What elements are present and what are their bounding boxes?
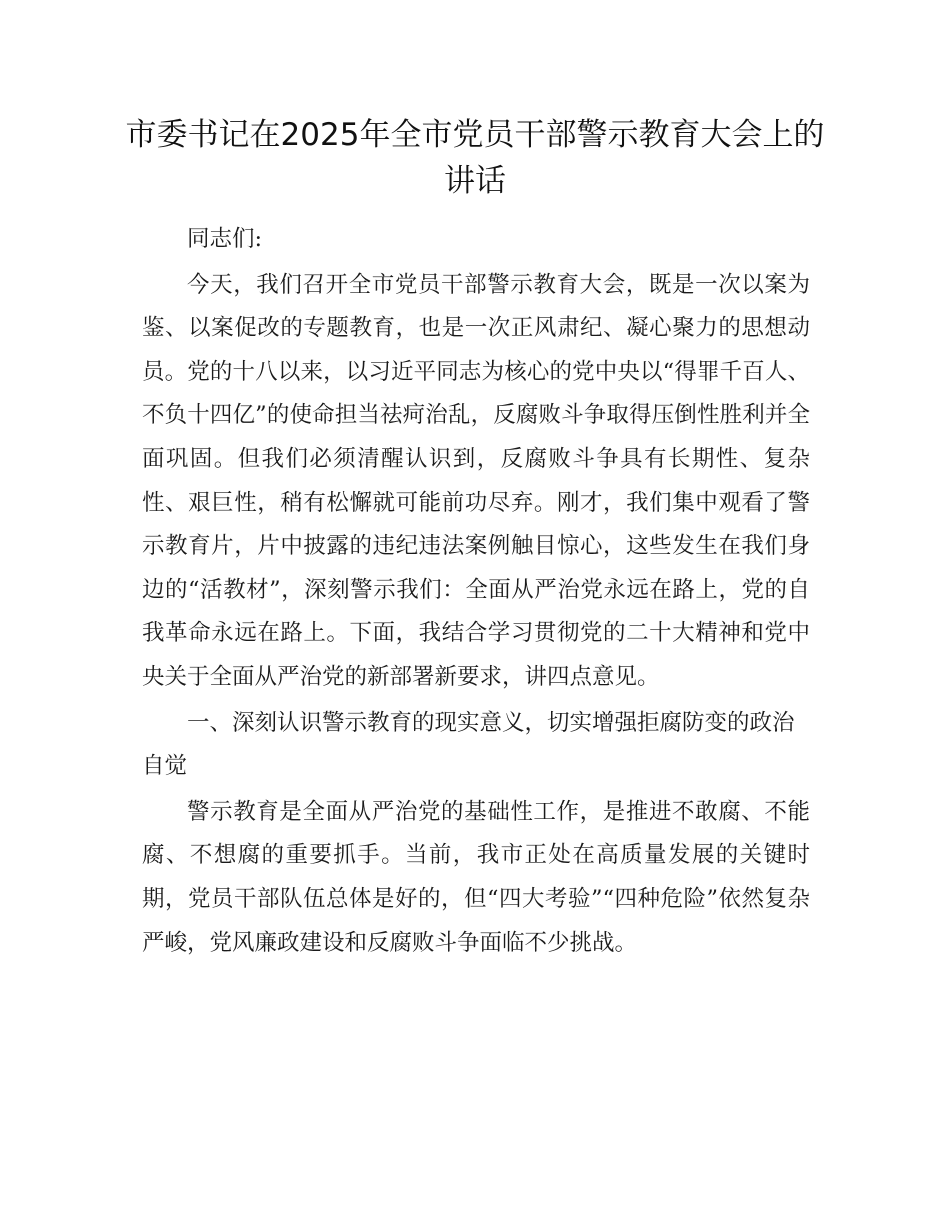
document-title: 市委书记在2025年全市党员干部警示教育大会上的讲话 <box>125 117 825 199</box>
salutation: 同志们: <box>187 226 263 252</box>
section-1-paragraph: 警示教育是全面从严治党的基础性工作，是推进不敢腐、不能腐、不想腐的重要抓手。当前，我市正处在高质量发展的关键时期，党员干部队伍总体是好的，但“四大考验”“四种危险”依然复杂严峻，党风廉政建设和反腐败斗争面临不少挑战。 <box>142 798 810 956</box>
section-heading-1: 一、深刻认识警示教育的现实意义，切实增强拒腐防变的政治自觉 <box>142 709 795 780</box>
opening-paragraph: 今天，我们召开全市党员干部警示教育大会，既是一次以案为鉴、以案促改的专题教育，也是一次正风肃纪、凝心聚力的思想动员。党的十八以来，以习近平同志为核心的党中央以“得罪千百人、不负十四亿”的使命担当祛疴治乱，反腐败斗争取得压倒性胜利并全面巩固。但我们必须清醒认识到，反腐败斗争具有长期性、复杂性、艰巨性，稍有松懈就可能前功尽弃。刚才，我们集中观看了警示教育片，片中披露的违纪违法案例触目惊心，这些发生在我们身边的“活教材”，深刻警示我们：全面从严治党永远在路上，党的自我革命永远在路上。下面，我结合学习贯彻党的二十大精神和党中央关于全面从严治党的新部署新要求，讲四点意见。 <box>142 271 810 690</box>
document-body <box>142 218 810 967</box>
